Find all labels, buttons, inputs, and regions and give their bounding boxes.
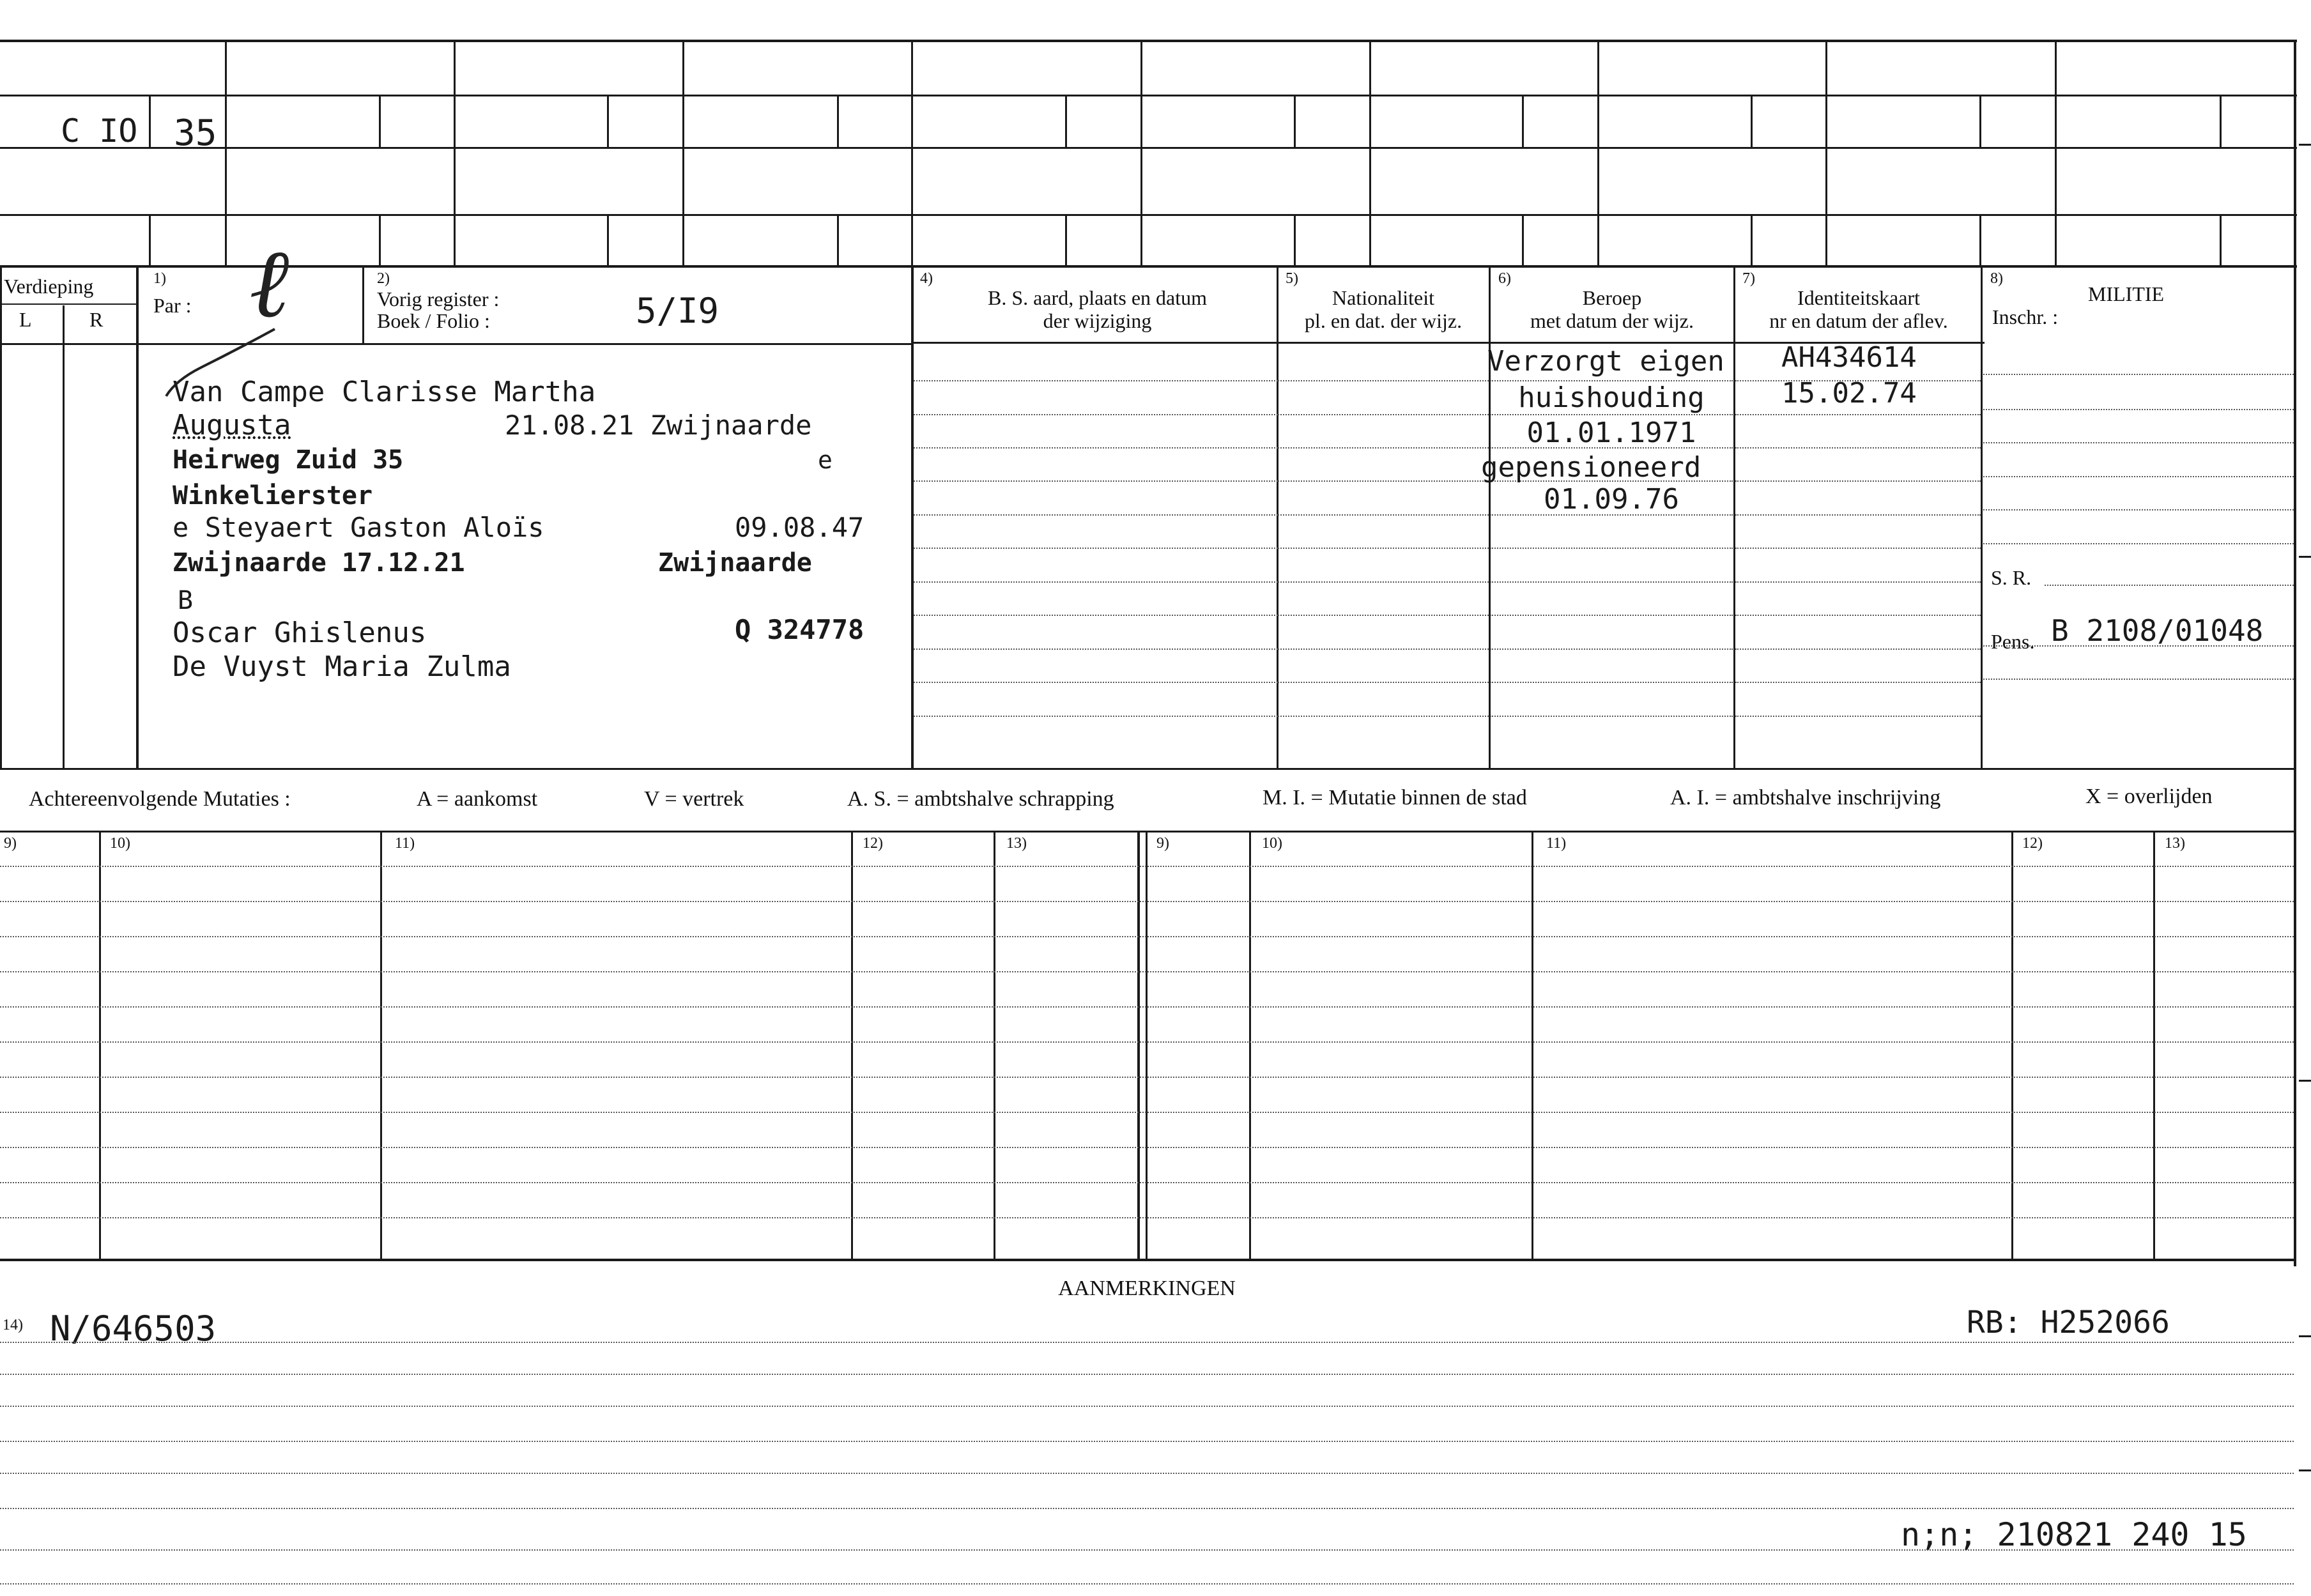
remarks-rb: RB: H252066 <box>1967 1305 2170 1340</box>
rule <box>914 682 1278 683</box>
rule <box>914 548 1278 549</box>
spouse-birth: Zwijnaarde 17.12.21 <box>173 548 465 578</box>
id-card-date: 15.02.74 <box>1781 377 1917 410</box>
militie-title: MILITIE <box>2088 282 2165 305</box>
grid-col <box>1277 266 1278 768</box>
rule <box>1490 716 1733 717</box>
rule <box>1735 414 1981 415</box>
mut-col <box>1532 832 1533 1260</box>
rule <box>1983 679 2294 680</box>
beroep-line-2: huishouding <box>1518 381 1705 414</box>
grid-col <box>1140 40 1142 267</box>
grid-tick <box>1522 215 1524 266</box>
rule <box>914 480 1278 482</box>
rule <box>0 1112 2294 1113</box>
mut-col <box>2153 832 2155 1260</box>
field-number: 2) <box>377 270 390 287</box>
mut-col <box>2011 832 2013 1260</box>
boek-folio-label: Boek / Folio : <box>377 309 490 332</box>
grid-col <box>362 266 364 344</box>
mut-col <box>1249 832 1251 1260</box>
rule <box>0 1473 2294 1474</box>
legend-mi: M. I. = Mutatie binnen de stad <box>1263 786 1527 810</box>
field-number: 4) <box>920 270 933 287</box>
rule <box>1490 648 1733 650</box>
rule <box>1278 682 1489 683</box>
person-section-bottom <box>0 768 2295 770</box>
rule <box>1735 682 1981 683</box>
grid-tick <box>379 215 381 266</box>
grid-col <box>2055 40 2057 267</box>
rule <box>914 447 1278 449</box>
rule <box>1278 414 1489 415</box>
right-border <box>2294 40 2296 1266</box>
rule <box>0 971 2294 972</box>
rule <box>914 380 1278 381</box>
rule <box>1735 480 1981 482</box>
rule <box>914 648 1278 650</box>
field-number: 5) <box>1286 270 1298 287</box>
birth-date-place: 21.08.21 Zwijnaarde <box>505 410 812 441</box>
grid-col <box>454 40 456 267</box>
edge-tick <box>2299 1080 2311 1082</box>
mark-e: e <box>818 446 833 474</box>
edge-tick <box>2299 556 2311 558</box>
mut-col <box>1146 832 1148 1260</box>
vorig-register-label: Vorig register : <box>377 288 500 311</box>
rule <box>0 901 2294 902</box>
remarks-num: 14) <box>3 1317 23 1333</box>
register-number: 35 <box>174 112 217 154</box>
grid-tick <box>1065 96 1067 148</box>
rule <box>0 1406 2294 1407</box>
rule <box>1983 509 2294 510</box>
rule <box>0 1182 2294 1183</box>
rule <box>1983 543 2294 544</box>
pens-value: B 2108/01048 <box>2051 613 2264 648</box>
grid-tick <box>1979 215 1981 266</box>
grid-col <box>136 266 139 768</box>
person-given-name: Augusta <box>173 409 291 441</box>
rule <box>0 1147 2294 1148</box>
beroep-line-4: gepensioneerd <box>1481 451 1701 484</box>
identiteitskaart-header: Identiteitskaart nr en datum der aflev. <box>1769 286 1948 332</box>
rule <box>0 1006 2294 1008</box>
mut-col-num: 9) <box>1156 835 1169 852</box>
rule <box>1278 514 1489 516</box>
par-handwritten-mark: ℓ <box>249 231 289 337</box>
grid-col <box>1369 40 1371 267</box>
nationaliteit-header: Nationaliteit pl. en dat. der wijz. <box>1304 286 1463 332</box>
verdieping-divider <box>0 303 137 305</box>
rule <box>1983 374 2294 375</box>
rule <box>914 581 1278 583</box>
rule <box>1278 548 1489 549</box>
rule <box>1490 682 1733 683</box>
field-number: 7) <box>1742 270 1755 287</box>
id-card-number: AH434614 <box>1781 341 1917 374</box>
boek-folio-value: 5/I9 <box>636 291 719 331</box>
mutations-label: Achtereenvolgende Mutaties : <box>29 787 291 811</box>
rule <box>1735 447 1981 449</box>
grid-line <box>0 95 2297 96</box>
mut-col-num: 12) <box>863 835 883 852</box>
rule <box>0 1041 2294 1043</box>
mut-col <box>1137 832 1140 1260</box>
rule <box>1490 581 1733 583</box>
beroep-line-5: 01.09.76 <box>1544 483 1679 516</box>
rule <box>0 1342 2294 1343</box>
rule <box>0 1441 2294 1442</box>
remarks-title: AANMERKINGEN <box>1058 1277 1236 1300</box>
beroep-line-1: Verzorgt eigen <box>1487 345 1724 378</box>
grid-line <box>0 214 2297 216</box>
spouse-name: e Steyaert Gaston Aloïs <box>173 512 544 543</box>
mark-b: B <box>178 586 194 615</box>
col-l-label: L <box>19 308 32 331</box>
rule <box>1278 716 1489 717</box>
rule <box>0 1374 2294 1375</box>
grid-line <box>0 147 2297 149</box>
par-label: Par : <box>153 294 192 317</box>
mut-col <box>99 832 101 1260</box>
rule <box>0 1217 2294 1218</box>
remarks-footer-code: n;n; 210821 240 15 <box>1901 1516 2247 1553</box>
grid-tick <box>2220 96 2222 148</box>
grid-tick <box>1751 215 1753 266</box>
rule <box>1735 716 1981 717</box>
grid-tick <box>607 215 609 266</box>
occupation: Winkelierster <box>173 481 373 510</box>
remarks-code: N/646503 <box>50 1308 217 1349</box>
edge-tick <box>2299 144 2311 146</box>
mut-col-num: 13) <box>2165 835 2185 852</box>
rule <box>0 1508 2294 1509</box>
rule <box>1490 548 1733 549</box>
grid-col <box>911 40 913 267</box>
grid-tick <box>1065 215 1067 266</box>
rule <box>914 716 1278 717</box>
legend-a: A = aankomst <box>417 787 538 811</box>
mutation-grid-bottom <box>0 1259 2295 1261</box>
grid-line <box>0 265 2297 268</box>
mut-col-num: 9) <box>4 835 17 852</box>
grid-tick <box>2220 215 2222 266</box>
rule <box>0 866 2294 867</box>
grid-tick <box>1294 96 1296 148</box>
grid-tick <box>149 96 151 148</box>
bs-header: B. S. aard, plaats en datum der wijziging <box>987 286 1208 332</box>
mut-col-num: 11) <box>1546 835 1567 852</box>
edge-tick <box>2299 1335 2311 1337</box>
field-number: 8) <box>1990 270 2003 287</box>
rule <box>0 1077 2294 1078</box>
rule <box>1278 648 1489 650</box>
spouse-birth-place: Zwijnaarde <box>658 548 812 578</box>
rule <box>1983 409 2294 410</box>
legend-ai: A. I. = ambtshalve inschrijving <box>1670 786 1941 810</box>
mut-col-num: 11) <box>395 835 415 852</box>
grid-col <box>682 40 684 267</box>
grid-tick <box>1979 96 1981 148</box>
record-code: Q 324778 <box>735 614 864 645</box>
rule <box>1278 480 1489 482</box>
address: Heirweg Zuid 35 <box>173 445 404 475</box>
grid-col <box>1489 266 1491 768</box>
mut-col-num: 10) <box>110 835 130 852</box>
grid-tick <box>379 96 381 148</box>
marriage-date: 09.08.47 <box>735 512 864 543</box>
rule <box>1983 476 2294 477</box>
rule <box>1735 615 1981 616</box>
grid-col <box>1733 266 1735 768</box>
grid-col <box>1597 40 1599 267</box>
grid-col <box>0 266 2 768</box>
mother-name: De Vuyst Maria Zulma <box>173 650 511 683</box>
legend-x: X = overlijden <box>2085 785 2213 808</box>
beroep-header: Beroep met datum der wijz. <box>1530 286 1694 332</box>
rule <box>0 1549 2294 1551</box>
mut-col-num: 12) <box>2022 835 2043 852</box>
register-series: C IO <box>61 112 138 150</box>
rule <box>1735 514 1981 516</box>
person-name: Van Campe Clarisse Martha <box>173 376 596 408</box>
legend-v: V = vertrek <box>644 787 744 811</box>
grid-col <box>911 266 914 768</box>
father-name: Oscar Ghislenus <box>173 617 427 649</box>
sr-rule <box>2045 585 2294 586</box>
grid-col <box>1825 40 1827 267</box>
rule <box>914 615 1278 616</box>
col-r-label: R <box>89 308 104 331</box>
rule <box>1278 615 1489 616</box>
rule <box>1278 581 1489 583</box>
rule <box>1490 615 1733 616</box>
inschr-label: Inschr. : <box>1992 305 2059 328</box>
mut-col-num: 10) <box>1262 835 1282 852</box>
legend-as: A. S. = ambtshalve schrapping <box>847 787 1114 811</box>
field-number: 1) <box>153 270 166 287</box>
rule <box>1278 380 1489 381</box>
rule <box>914 514 1278 516</box>
rule <box>1735 648 1981 650</box>
mut-col <box>851 832 853 1260</box>
rule <box>1983 442 2294 443</box>
rule <box>1278 447 1489 449</box>
sr-label: S. R. <box>1991 566 2032 589</box>
grid-tick <box>1294 215 1296 266</box>
mut-col <box>380 832 382 1260</box>
rule <box>0 1583 2294 1584</box>
beroep-line-3: 01.01.1971 <box>1526 417 1696 449</box>
rule <box>0 936 2294 937</box>
grid-tick <box>837 215 839 266</box>
grid-tick <box>1751 96 1753 148</box>
rule <box>914 414 1278 415</box>
edge-tick <box>2299 1469 2311 1471</box>
grid-tick <box>1522 96 1524 148</box>
top-border <box>0 40 2297 42</box>
grid-tick <box>607 96 609 148</box>
rule <box>1735 548 1981 549</box>
mut-col <box>994 832 995 1260</box>
mut-col-num: 13) <box>1006 835 1027 852</box>
grid-tick <box>149 215 151 266</box>
grid-col <box>63 305 65 768</box>
rule <box>1735 581 1981 583</box>
pens-label: Pens. <box>1991 630 2035 653</box>
verdieping-label: Verdieping <box>4 275 94 298</box>
grid-col <box>1981 266 1983 768</box>
field-number: 6) <box>1498 270 1511 287</box>
grid-tick <box>837 96 839 148</box>
grid-col <box>225 40 227 267</box>
